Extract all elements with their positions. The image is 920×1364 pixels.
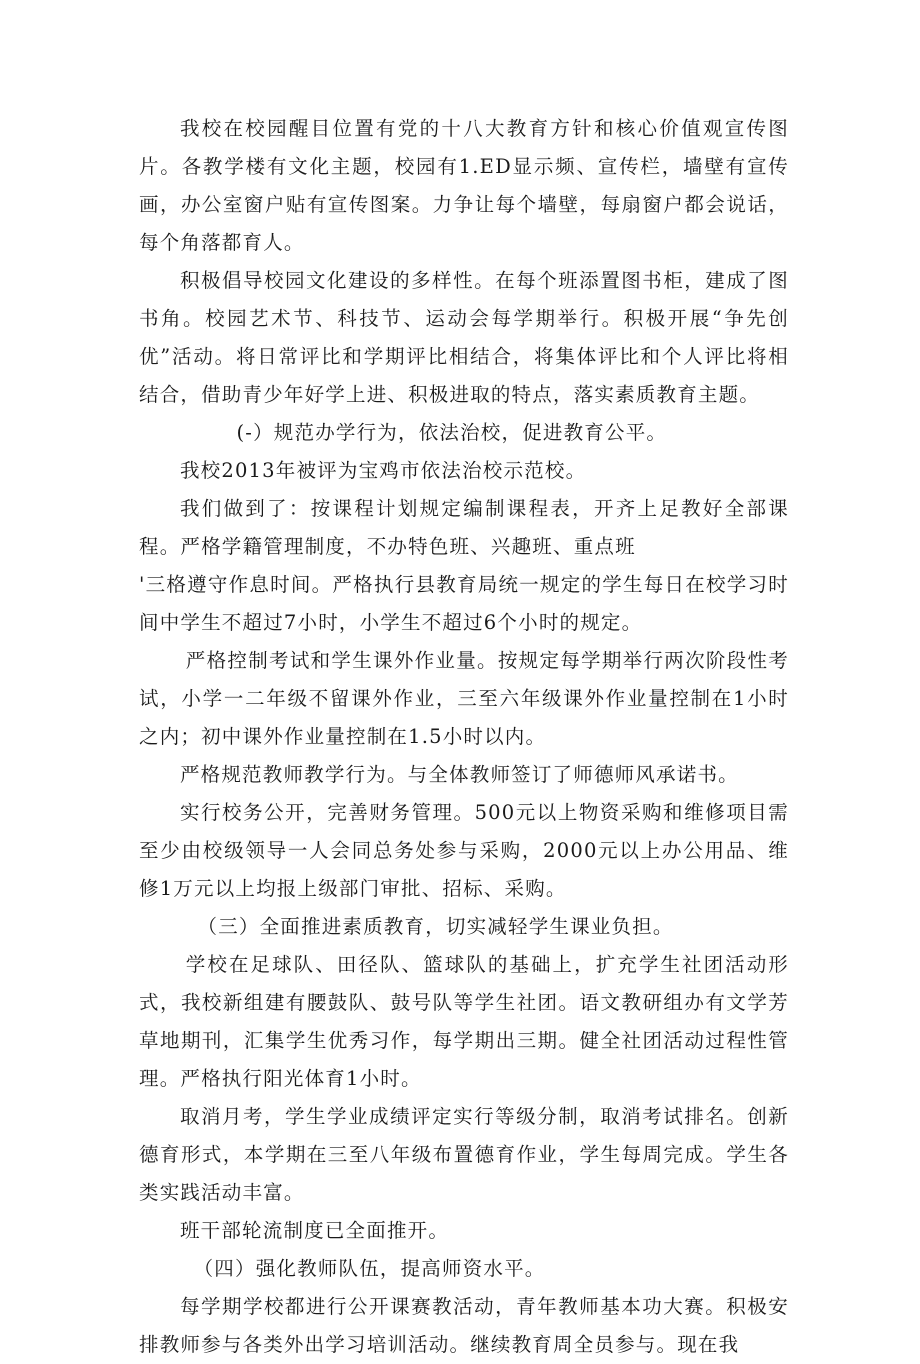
paragraph-rule-of-law-award: 我校2013年被评为宝鸡市依法治校示范校。 xyxy=(179,459,587,482)
paragraph-campus-culture-diversity: 积极倡导校园文化建设的多样性。在每个班添置图书柜，建成了图书角。校园艺术节、科技节、运动会每学期举行。积极开展“争先创优”活动。将日常评比和学期评比相结合，将集体评比和个人评比将相结合，借助青少年好学上进、积极进取的特点，落实素质教育主题。 xyxy=(139,269,789,406)
paragraph-assessment: 取消月考，学生学业成绩评定实行等级分制，取消考试排名。创新德育形式，本学期在三至八年级布置德育作业，学生每周完成。学生各类实践活动丰富。 xyxy=(139,1105,789,1204)
document-body xyxy=(139,110,789,1364)
paragraph-class-cadre: 班干部轮流制度已全面推开。 xyxy=(179,1219,450,1242)
paragraph-finance: 实行校务公开，完善财务管理。500元以上物资采购和维修项目需至少由校级领导一人会同总务处参与采购，2000元以上办公用品、维修1万元以上均报上级部门审批、招标、采购。 xyxy=(139,801,789,900)
paragraph-student-clubs: 学校在足球队、田径队、篮球队的基础上，扩充学生社团活动形式，我校新组建有腰鼓队、鼓号队等学生社团。语文教研组办有文学芳草地期刊，汇集学生优秀习作，每学期出三期。健全社团活动过程性管理。严格执行阳光体育1小时。 xyxy=(139,953,789,1090)
paragraph-schedule: '三格遵守作息时间。严格执行县教育局统一规定的学生每日在校学习时间中学生不超过7小时，小学生不超过6个小时的规定。 xyxy=(139,573,789,634)
paragraph-curriculum: 我们做到了：按课程计划规定编制课程表，开齐上足教好全部课程。严格学籍管理制度，不办特色班、兴趣班、重点班 xyxy=(139,497,789,558)
paragraph-teacher-training: 每学期学校都进行公开课赛教活动，青年教师基本功大赛。积极安排教师参与各类外出学习培训活动。继续教育周全员参与。现在我 xyxy=(139,1295,789,1356)
paragraph-teacher-conduct: 严格规范教师教学行为。与全体教师签订了师德师风承诺书。 xyxy=(179,763,739,786)
paragraph-campus-culture-display: 我校在校园醒目位置有党的十八大教育方针和核心价值观宣传图片。各教学楼有文化主题，校园有1.ED显示频、宣传栏，墙壁有宣传画，办公室窗户贴有宣传图案。力争让每个墙壁，每扇窗户都会说话，每个角落都育人。 xyxy=(139,117,789,254)
section-heading-3: （三）全面推进素质教育，切实减轻学生课业负担。 xyxy=(197,915,674,938)
section-heading-1: (-）规范办学行为，依法治校，促进教育公平。 xyxy=(236,421,668,444)
section-heading-4: （四）强化教师队伍，提高师资水平。 xyxy=(193,1257,546,1280)
paragraph-exam-homework: 严格控制考试和学生课外作业量。按规定每学期举行两次阶段性考试，小学一二年级不留课外作业，三至六年级课外作业量控制在1小时之内；初中课外作业量控制在1.5小时以内。 xyxy=(139,649,789,748)
